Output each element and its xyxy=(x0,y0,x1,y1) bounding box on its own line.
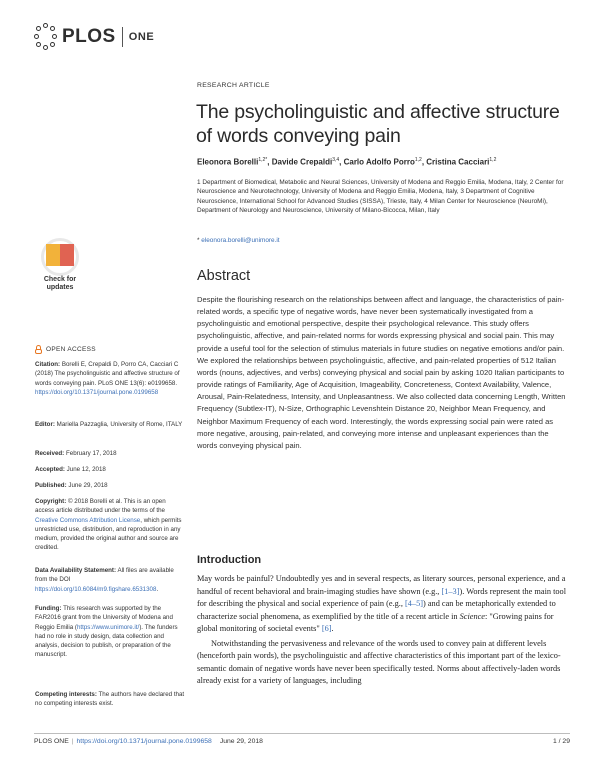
crossmark-line1: Check for xyxy=(43,276,77,283)
page-number: 1 / 29 xyxy=(552,738,570,745)
funding-text-end: ). The funders had no role in study design, data collection and analysis, decision to publish, or preparation of the manuscript. xyxy=(35,623,178,659)
open-lock-icon xyxy=(35,345,42,354)
intro-text: May words be painful? Undoubtedly yes and in several respects, as literary sources, personal experience, and a handful of recent behavioral and brain-imaging studies have shown (e.g., xyxy=(197,574,566,596)
plos-logo xyxy=(34,22,154,52)
crossmark-label xyxy=(34,276,86,292)
author-name[interactable]: Eleonora Borelli xyxy=(197,157,259,167)
crossmark-flag-icon xyxy=(60,244,74,266)
author-name[interactable]: Davide Crepaldi xyxy=(271,157,333,167)
reference-link[interactable]: [4–5] xyxy=(405,599,424,608)
funding-block xyxy=(35,604,185,660)
received-date: February 17, 2018 xyxy=(65,450,117,457)
figshare-link[interactable]: https://doi.org/10.6084/m9.figshare.6531308 xyxy=(35,585,157,593)
citation-text: Borelli E, Crepaldi D, Porro CA, Cacciari C (2018) The psycholinguistic and affective structure of words conveying pain. PLoS ONE 13(6): e0199658. xyxy=(35,361,180,387)
reference-link[interactable]: [1–3] xyxy=(441,586,460,596)
email-star: * xyxy=(197,237,200,244)
introduction-body xyxy=(197,573,571,688)
data-availability-label: Data Availability Statement: xyxy=(35,567,117,574)
funding-label: Funding: xyxy=(35,605,62,612)
author-name[interactable]: Carlo Adolfo Porro xyxy=(343,157,415,167)
author-list: Eleonora Borelli$^{1,2*}$, Davide Crepaldi$^{3,4}$, Carlo Adolfo Porro$^{1,2}$, Cristina Cacciari$^{1,2}$ xyxy=(197,157,497,167)
competing-label: Competing interests: xyxy=(35,691,97,698)
intro-text: . xyxy=(331,624,334,633)
data-availability-block xyxy=(35,566,185,594)
editor-block xyxy=(35,420,185,429)
logo-word: PLOS xyxy=(62,26,116,47)
citation-block xyxy=(35,360,185,397)
author-sup: 1,2 xyxy=(489,157,497,163)
footer-left: PLOS ONE | https://doi.org/10.1371/journal.pone.0199658 June 29, 2018 xyxy=(34,738,263,745)
article-type: RESEARCH ARTICLE xyxy=(197,82,270,89)
intro-text: : "Growing pains for global monitoring of societal events" xyxy=(197,611,554,633)
received-block xyxy=(35,449,185,458)
accepted-date: June 12, 2018 xyxy=(66,466,106,473)
journal-name: Science xyxy=(459,611,485,621)
affiliations: 1 Department of Biomedical, Metabolic and Neural Sciences, University of Modena and Reggio Emilia, Modena, Italy, 2 Center for Neuroscience and Neurotechnology, University of Modena and Reggio Emilia, Modena, Italy, 3 Department of Cognitive Neuroscience, International School for Advanced Studies (SISSA), Trieste, Italy, 4 Milan Center for Neuroscience (NeuroMi), Department of Neurology and Neuroscience, University of Milano-Bicocca, Milan, Italy xyxy=(197,179,564,214)
competing-interests-block xyxy=(35,690,185,709)
footer-journal: PLOS ONE xyxy=(34,738,69,745)
accepted-block xyxy=(35,465,185,474)
copyright-block xyxy=(35,497,185,553)
plos-dots-icon xyxy=(34,22,60,52)
footer-doi-link[interactable]: https://doi.org/10.1371/journal.pone.0199658 xyxy=(76,738,212,745)
crossmark-line2: updates xyxy=(46,284,74,291)
data-availability-end: . xyxy=(156,585,159,593)
competing-text: The authors have declared that no competing interests exist. xyxy=(35,691,185,708)
crossmark-flag-icon xyxy=(46,244,60,266)
intro-paragraph xyxy=(197,573,571,636)
intro-text: ) and can be metaphorically extended to characterize social phenomena, as exemplified by the title of a recent article in xyxy=(197,599,556,621)
article-title: The psycholinguistic and affective structure of words conveying pain xyxy=(196,101,560,147)
intro-text: ). Words represent the main tool for describing the physical and social experience of pain (e.g., xyxy=(197,586,567,608)
accepted-label: Accepted: xyxy=(35,466,65,473)
editor-text: Mariella Pazzaglia, University of Rome, ITALY xyxy=(56,421,183,428)
abstract-heading: Abstract xyxy=(197,268,251,284)
author-sup: 3,4 xyxy=(332,157,340,163)
funding-link[interactable]: https://www.unimore.it/ xyxy=(76,623,140,631)
open-access-badge xyxy=(35,345,96,354)
email-link[interactable]: eleonora.borelli@unimore.it xyxy=(201,237,280,244)
author-name[interactable]: Cristina Cacciari xyxy=(426,157,490,167)
published-label: Published: xyxy=(35,482,67,489)
footer-date: June 29, 2018 xyxy=(219,738,263,745)
intro-paragraph: Notwithstanding the pervasiveness and relevance of the words used to convey pain at different levels (henceforth pain words), the psycholinguistic and affective characteristics of this important part of the lexico-semantic domain of negative words have never been specifically tested. Norms about affectively-laden words already exist for a variety of languages, including xyxy=(197,638,561,685)
citation-doi-link[interactable]: https://doi.org/10.1371/journal.pone.0199658 xyxy=(35,388,159,396)
author-sup: 1,2 xyxy=(414,157,422,163)
data-availability-text: All files are available from the DOI xyxy=(35,567,174,584)
introduction-heading: Introduction xyxy=(197,554,262,566)
open-access-label: OPEN ACCESS xyxy=(46,346,96,353)
published-date: June 29, 2018 xyxy=(68,482,108,489)
footer-rule xyxy=(34,733,570,734)
published-block xyxy=(35,481,185,490)
citation-label: Citation: xyxy=(35,361,61,368)
license-link[interactable]: Creative Commons Attribution License xyxy=(35,516,141,524)
editor-label: Editor: xyxy=(35,421,55,428)
check-for-updates-badge[interactable] xyxy=(34,238,86,300)
author-sup: 1,2* xyxy=(258,157,268,163)
page-footer xyxy=(34,738,570,745)
copyright-text: © 2018 Borelli et al. This is an open access article distributed under the terms of the xyxy=(35,498,166,515)
copyright-text-end: , which permits unrestricted use, distribution, and reproduction in any medium, provided the original author and source are credited. xyxy=(35,516,182,552)
copyright-label: Copyright: xyxy=(35,498,67,505)
corresponding-email xyxy=(197,237,280,244)
received-label: Received: xyxy=(35,450,65,457)
funding-text: This research was supported by the FAR2016 grant from the University of Modena and Reggio Emilia ( xyxy=(35,605,173,631)
reference-link[interactable]: [6] xyxy=(321,624,332,633)
logo-separator xyxy=(122,27,123,47)
abstract-text: Despite the flourishing research on the relationships between affect and language, the characteristics of pain-related words, a specific type of negative words, have never been systematically investigated from a psycholinguistic and emotional perspective, despite their psychological relevance. This study offers psycholinguistic, affective, and pain-related norms for words expressing physical and social pain. This may provide a useful tool for the selection of stimulus materials in future studies on negative emotions and/or pain. We explored the relationships between psycholinguistic, affective, and pain-related properties of 512 Italian words (nouns, adjectives, and verbs) conveying physical and social pain by asking 1020 Italian participants to provide ratings of Familiarity, Age of Acquisition, Imageability, Concreteness, Context Availability, Valence, Arousal, Pain-Relatedness, Intensity, and Unpleasantness. We also collected data concerning Length, Written Frequency (Subtlex-IT), N-Size, Orthographic Levenshtein Distance 20, Neighbor Mean Frequency, and Neighbor Maximum Frequency of each word. Interestingly, the words expressing social pain were rated as more negative, arousing, pain-related, and conveying more intense and unpleasant experiences than the words conveying physical pain. xyxy=(197,295,566,450)
logo-journal: ONE xyxy=(128,31,155,43)
